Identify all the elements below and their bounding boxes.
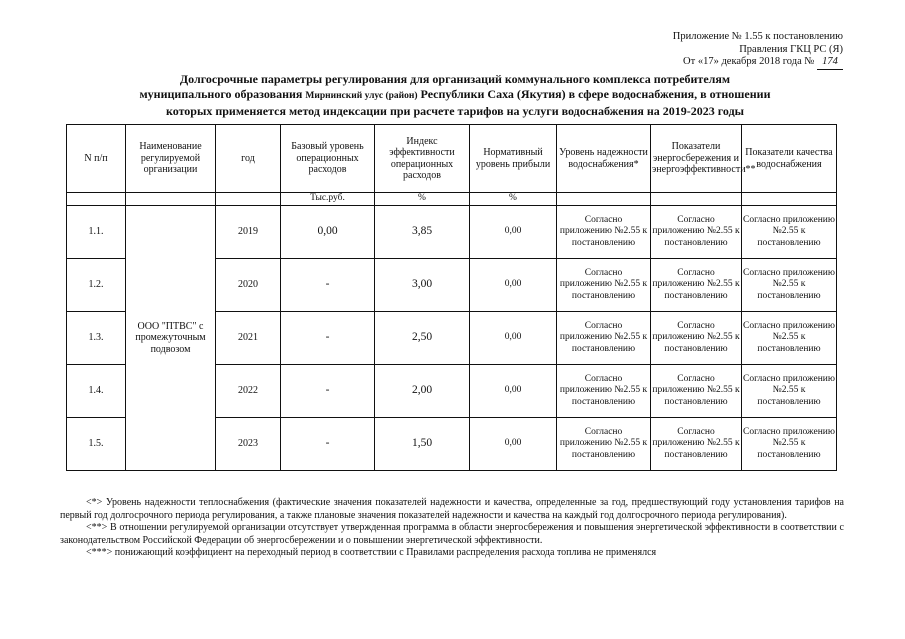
row-base-level: - bbox=[281, 312, 375, 365]
title-line-2a: муниципального образования bbox=[139, 87, 303, 101]
row-efficiency-index: 3,85 bbox=[375, 206, 470, 259]
appendix-line-2: Правления ГКЦ РС (Я) bbox=[739, 43, 843, 55]
table-units-row bbox=[67, 193, 837, 206]
row-profit-level: 0,00 bbox=[470, 365, 557, 418]
row-year: 2022 bbox=[216, 365, 281, 418]
header-energy-saving: Показатели энергосбережения и энергоэффективности** bbox=[651, 125, 742, 193]
header-org: Наименование регулируемой организации bbox=[126, 125, 216, 193]
row-reliability: Согласно приложению №2.55 к постановлению bbox=[557, 312, 651, 365]
appendix-header bbox=[673, 31, 843, 70]
table-header-row bbox=[67, 125, 837, 193]
title-line-2b: Республики Саха (Якутия) в сфере водоснабжения, в отношении bbox=[420, 87, 771, 101]
row-num: 1.5. bbox=[67, 418, 126, 471]
footnote-energy-program: <**> В отношении регулируемой организации отсутствует утвержденная программа в области энергосбережения и повышения энергетической эффективности в соответствии с законодательством Российской Федерации об энергосбережении и о повышении энергетической эффективности. bbox=[60, 522, 844, 546]
title-line-3: которых применяется метод индексации при расчете тарифов на услуги водоснабжения на 2019-2023 годы bbox=[165, 104, 745, 118]
row-year: 2021 bbox=[216, 312, 281, 365]
row-num: 1.1. bbox=[67, 206, 126, 259]
unit-empty bbox=[67, 193, 126, 206]
row-efficiency-index: 3,00 bbox=[375, 259, 470, 312]
row-energy-saving: Согласно приложению №2.55 к постановлению bbox=[651, 365, 742, 418]
table-row bbox=[67, 206, 837, 259]
footnote-coefficient: <***> понижающий коэффициент на переходный период в соответствии с Правилами распределения расхода топлива не применялся bbox=[86, 547, 657, 558]
row-base-level: - bbox=[281, 418, 375, 471]
row-profit-level: 0,00 bbox=[470, 206, 557, 259]
title-municipality: Мирнинский улус (район) bbox=[305, 91, 418, 101]
row-profit-level: 0,00 bbox=[470, 418, 557, 471]
header-year: год bbox=[216, 125, 281, 193]
unit-index: % bbox=[375, 193, 470, 206]
row-reliability: Согласно приложению №2.55 к постановлению bbox=[557, 206, 651, 259]
row-quality: Согласно приложению №2.55 к постановлению bbox=[742, 312, 837, 365]
unit-base: Тыс.руб. bbox=[281, 193, 375, 206]
unit-profit: % bbox=[470, 193, 557, 206]
footnotes bbox=[60, 497, 844, 560]
row-energy-saving: Согласно приложению №2.55 к постановлению bbox=[651, 312, 742, 365]
row-efficiency-index: 1,50 bbox=[375, 418, 470, 471]
header-profit-level: Нормативный уровень прибыли bbox=[470, 125, 557, 193]
row-energy-saving: Согласно приложению №2.55 к постановлению bbox=[651, 259, 742, 312]
row-year: 2019 bbox=[216, 206, 281, 259]
title-line-2 bbox=[40, 87, 870, 104]
appendix-date: От «17» декабря 2018 года № bbox=[683, 56, 815, 67]
row-reliability: Согласно приложению №2.55 к постановлению bbox=[557, 418, 651, 471]
row-profit-level: 0,00 bbox=[470, 312, 557, 365]
unit-empty bbox=[126, 193, 216, 206]
unit-empty bbox=[651, 193, 742, 206]
row-quality: Согласно приложению №2.55 к постановлению bbox=[742, 365, 837, 418]
appendix-line-1: Приложение № 1.55 к постановлению bbox=[672, 31, 843, 42]
header-reliability: Уровень надежности водоснабжения* bbox=[557, 125, 651, 193]
unit-empty bbox=[742, 193, 837, 206]
title-line-1: Долгосрочные параметры регулирования для организаций коммунального комплекса потребителям bbox=[179, 72, 731, 86]
row-efficiency-index: 2,50 bbox=[375, 312, 470, 365]
unit-empty bbox=[557, 193, 651, 206]
row-year: 2020 bbox=[216, 259, 281, 312]
row-base-level: - bbox=[281, 365, 375, 418]
row-year: 2023 bbox=[216, 418, 281, 471]
row-quality: Согласно приложению №2.55 к постановлению bbox=[742, 206, 837, 259]
header-efficiency-index: Индекс эффективности операционных расходов bbox=[375, 125, 470, 193]
footnote-reliability: <*> Уровень надежности теплоснабжения (фактические значения показателей надежности и качества, определенные за год, предшествующий году установления тарифов на первый год долгосрочного периода регулирования, а также плановые значения показателей надежности и качества на каждый год долгосрочного периода регулирования). bbox=[60, 497, 844, 521]
row-quality: Согласно приложению №2.55 к постановлению bbox=[742, 418, 837, 471]
row-energy-saving: Согласно приложению №2.55 к постановлению bbox=[651, 418, 742, 471]
row-base-level: - bbox=[281, 259, 375, 312]
row-num: 1.3. bbox=[67, 312, 126, 365]
row-quality: Согласно приложению №2.55 к постановлению bbox=[742, 259, 837, 312]
row-energy-saving: Согласно приложению №2.55 к постановлению bbox=[651, 206, 742, 259]
row-profit-level: 0,00 bbox=[470, 259, 557, 312]
header-quality: Показатели качества водоснабжения bbox=[742, 125, 837, 193]
row-num: 1.2. bbox=[67, 259, 126, 312]
document-title bbox=[40, 72, 870, 119]
row-efficiency-index: 2,00 bbox=[375, 365, 470, 418]
header-base-level: Базовый уровень операционных расходов bbox=[281, 125, 375, 193]
row-reliability: Согласно приложению №2.55 к постановлению bbox=[557, 259, 651, 312]
parameters-table bbox=[66, 124, 837, 471]
header-num: N п/п bbox=[67, 125, 126, 193]
order-number: 174 bbox=[817, 56, 843, 70]
organization-name: ООО "ПТВС" с промежуточным подвозом bbox=[126, 206, 216, 471]
appendix-line-3 bbox=[673, 56, 843, 70]
row-base-level: 0,00 bbox=[281, 206, 375, 259]
row-num: 1.4. bbox=[67, 365, 126, 418]
row-reliability: Согласно приложению №2.55 к постановлению bbox=[557, 365, 651, 418]
unit-empty bbox=[216, 193, 281, 206]
